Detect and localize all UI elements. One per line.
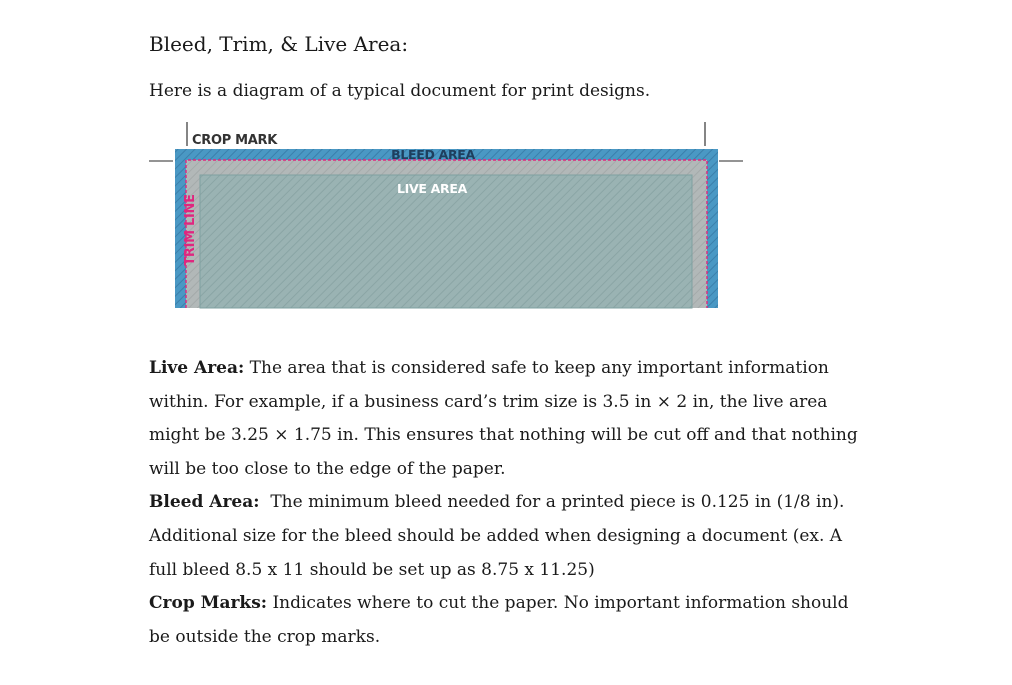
definition-text: The area that is considered safe to keep any important information within. For example, if a business card’s trim size is 3.5 in × 2 in, the live area might be 3.25 × 1.75 in. This ensures that nothing will be cut off and that nothing will be too close to the edge of the paper. [149, 358, 858, 479]
print-layout-diagram [149, 118, 749, 312]
intro-paragraph: Here is a diagram of a typical document for print designs. [149, 81, 651, 101]
trim-line-label: TRIM LINE [183, 194, 198, 266]
live-area-label: LIVE AREA [397, 181, 467, 196]
definition-term: Crop Marks: [149, 593, 268, 614]
definition-bleed-area [149, 486, 869, 587]
definitions [149, 352, 869, 654]
diagram-svg [149, 118, 749, 312]
definition-live-area [149, 352, 869, 486]
crop-mark-label: CROP MARK [192, 133, 278, 148]
definition-crop-marks [149, 587, 869, 654]
bleed-area-label: BLEED AREA [391, 147, 475, 162]
definition-term: Bleed Area: [149, 492, 260, 513]
definition-text: Indicates where to cut the paper. No important information should be outside the crop marks. [149, 593, 849, 647]
definition-text: The minimum bleed needed for a printed piece is 0.125 in (1/8 in). Additional size for the bleed should be added when designing a document (ex. A full bleed 8.5 x 11 should be set up as 8.75 x 11.25) [149, 492, 850, 580]
section-heading: Bleed, Trim, & Live Area: [149, 32, 409, 56]
definition-term: Live Area: [149, 358, 245, 378]
